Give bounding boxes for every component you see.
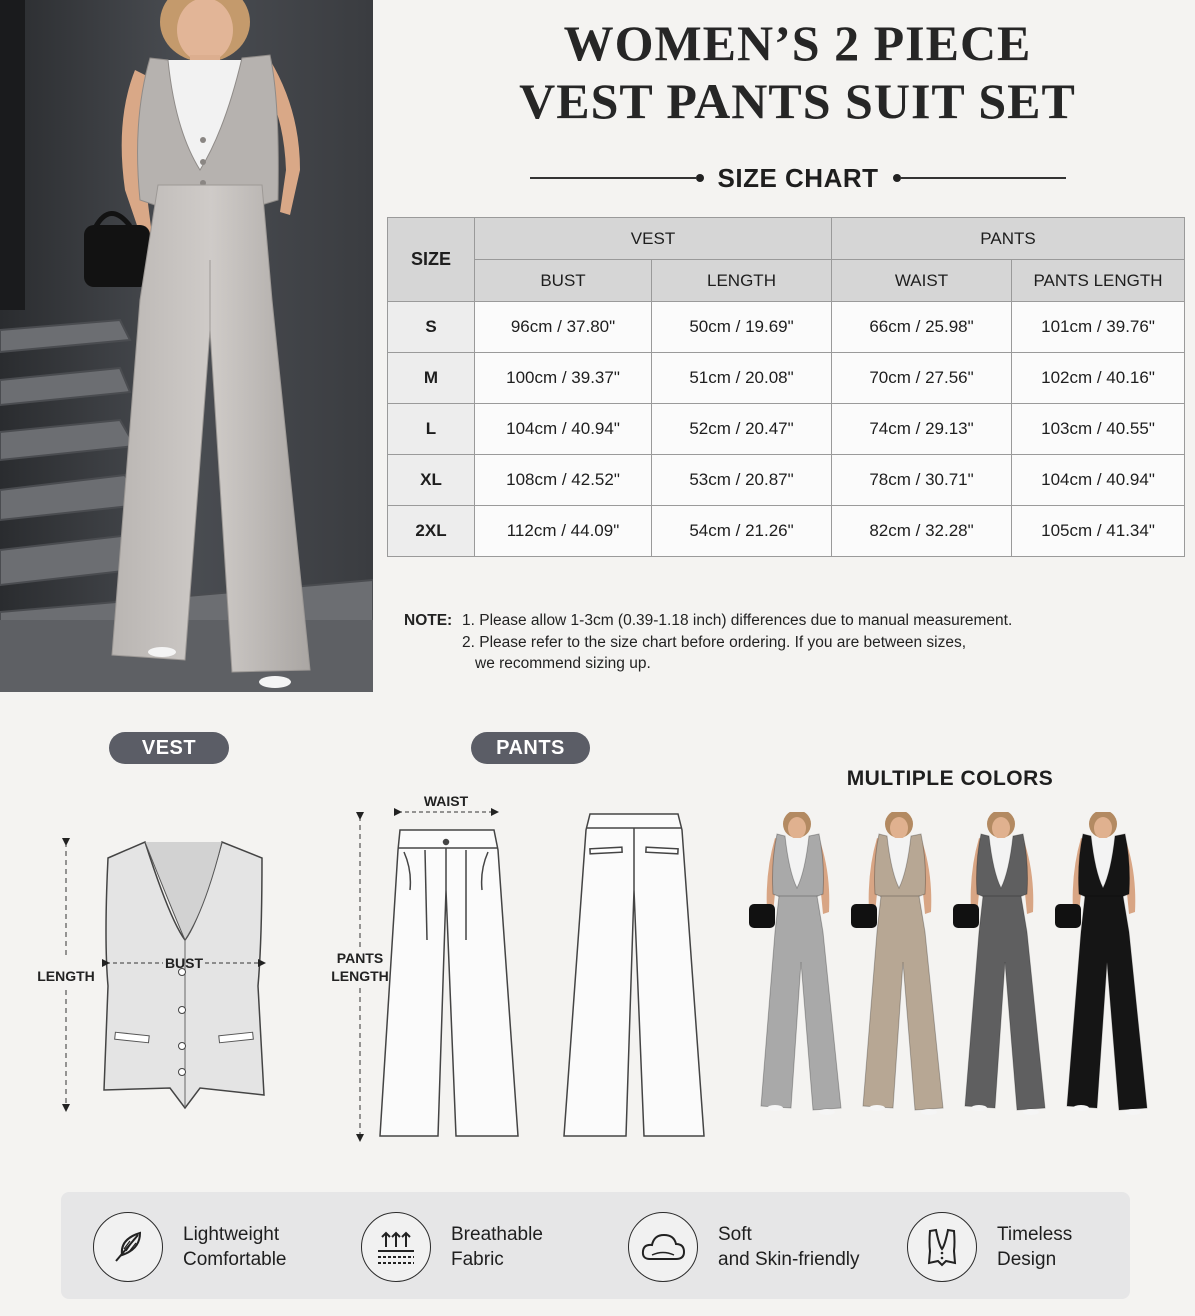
- waist-cell: 78cm / 30.71": [832, 455, 1012, 506]
- vest-sketch: [104, 842, 264, 1108]
- pants-length-cell: 101cm / 39.76": [1012, 302, 1185, 353]
- waist-cell: 82cm / 32.28": [832, 506, 1012, 557]
- table-row: [388, 353, 1185, 404]
- page-title: [400, 14, 1195, 130]
- divider-dot: [893, 174, 901, 182]
- bust-cell: 108cm / 42.52": [475, 455, 652, 506]
- feature-line-2: Comfortable: [183, 1249, 287, 1270]
- note-line: [404, 610, 1012, 632]
- pants-length-column-header: PANTS LENGTH: [1012, 260, 1185, 302]
- table-row: [388, 455, 1185, 506]
- table-row: [388, 404, 1185, 455]
- feature-line-2: Design: [997, 1249, 1057, 1270]
- length-cell: 53cm / 20.87": [652, 455, 832, 506]
- bust-cell: 112cm / 44.09": [475, 506, 652, 557]
- waist-label: WAIST: [423, 793, 469, 809]
- feather-icon: [93, 1212, 163, 1282]
- note-continuation: we recommend sizing up.: [475, 655, 651, 672]
- pants-length-cell: 103cm / 40.55": [1012, 404, 1185, 455]
- color-variant-khaki: [851, 812, 943, 1115]
- bust-column-header: BUST: [475, 260, 652, 302]
- divider-line: [530, 177, 696, 179]
- feature-breathable: [361, 1212, 543, 1282]
- length-column-header: LENGTH: [652, 260, 832, 302]
- waist-cell: 70cm / 27.56": [832, 353, 1012, 404]
- bust-cell: 104cm / 40.94": [475, 404, 652, 455]
- size-cell: S: [388, 302, 475, 353]
- measurement-diagram: [0, 790, 720, 1150]
- feature-line-1: Timeless: [997, 1224, 1073, 1245]
- length-cell: 51cm / 20.08": [652, 353, 832, 404]
- length-label: LENGTH: [37, 968, 95, 984]
- pants-length-label-1: PANTS: [336, 950, 384, 966]
- title-line-1: WOMEN’S 2 PIECE: [563, 15, 1032, 71]
- cloud-icon: [628, 1212, 698, 1282]
- color-variant-gray: [749, 812, 841, 1115]
- vest-icon: [907, 1212, 977, 1282]
- table-group-header-row: [388, 218, 1185, 260]
- feature-line-1: Lightweight: [183, 1224, 280, 1245]
- notes-block: [404, 610, 1012, 675]
- bust-label: BUST: [164, 955, 204, 971]
- pants-length-cell: 104cm / 40.94": [1012, 455, 1185, 506]
- size-chart-table: [387, 217, 1185, 557]
- pants-length-label-2: LENGTH: [331, 968, 389, 984]
- table-row: [388, 302, 1185, 353]
- airflow-icon: [361, 1212, 431, 1282]
- vest-pill-label: VEST: [109, 732, 229, 764]
- feature-line-2: and Skin-friendly: [718, 1249, 860, 1270]
- note-item: 1. Please allow 1-3cm (0.39-1.18 inch) differences due to manual measurement.: [462, 612, 1013, 629]
- size-cell: 2XL: [388, 506, 475, 557]
- multiple-colors-title: MULTIPLE COLORS: [846, 767, 1054, 790]
- size-cell: M: [388, 353, 475, 404]
- title-line-2: VEST PANTS SUIT SET: [519, 73, 1076, 129]
- table-row: [388, 506, 1185, 557]
- note-label: NOTE:: [404, 612, 453, 629]
- length-cell: 54cm / 21.26": [652, 506, 832, 557]
- color-variants: [745, 812, 1157, 1122]
- size-column-header: SIZE: [388, 218, 475, 302]
- pants-length-cell: 102cm / 40.16": [1012, 353, 1185, 404]
- length-cell: 52cm / 20.47": [652, 404, 832, 455]
- feature-line-1: Breathable: [451, 1224, 543, 1245]
- pants-pill-label: PANTS: [471, 732, 590, 764]
- table-column-header-row: [388, 260, 1185, 302]
- length-cell: 50cm / 19.69": [652, 302, 832, 353]
- feature-line-2: Fabric: [451, 1249, 504, 1270]
- waist-cell: 74cm / 29.13": [832, 404, 1012, 455]
- bust-cell: 96cm / 37.80": [475, 302, 652, 353]
- color-variant-dark-gray: [953, 812, 1045, 1115]
- size-cell: L: [388, 404, 475, 455]
- size-cell: XL: [388, 455, 475, 506]
- divider-dot: [696, 174, 704, 182]
- size-chart-heading: [530, 160, 1066, 196]
- vest-group-header: VEST: [475, 218, 832, 260]
- features-bar: [61, 1192, 1130, 1299]
- feature-lightweight: [93, 1212, 287, 1282]
- note-item: 2. Please refer to the size chart before ordering. If you are between sizes,: [462, 633, 967, 651]
- pants-group-header: PANTS: [832, 218, 1185, 260]
- pants-front-sketch: [380, 830, 518, 1136]
- pants-length-cell: 105cm / 41.34": [1012, 506, 1185, 557]
- size-chart-title: SIZE CHART: [717, 162, 879, 193]
- feature-soft: [628, 1212, 860, 1282]
- color-variant-black: [1055, 812, 1147, 1115]
- pants-back-sketch: [564, 814, 704, 1136]
- bust-cell: 100cm / 39.37": [475, 353, 652, 404]
- note-line: [404, 632, 1012, 654]
- feature-timeless: [907, 1212, 1072, 1282]
- divider-line: [901, 177, 1067, 179]
- waist-cell: 66cm / 25.98": [832, 302, 1012, 353]
- waist-column-header: WAIST: [832, 260, 1012, 302]
- feature-line-1: Soft: [718, 1224, 752, 1245]
- hero-model-photo: [0, 0, 373, 692]
